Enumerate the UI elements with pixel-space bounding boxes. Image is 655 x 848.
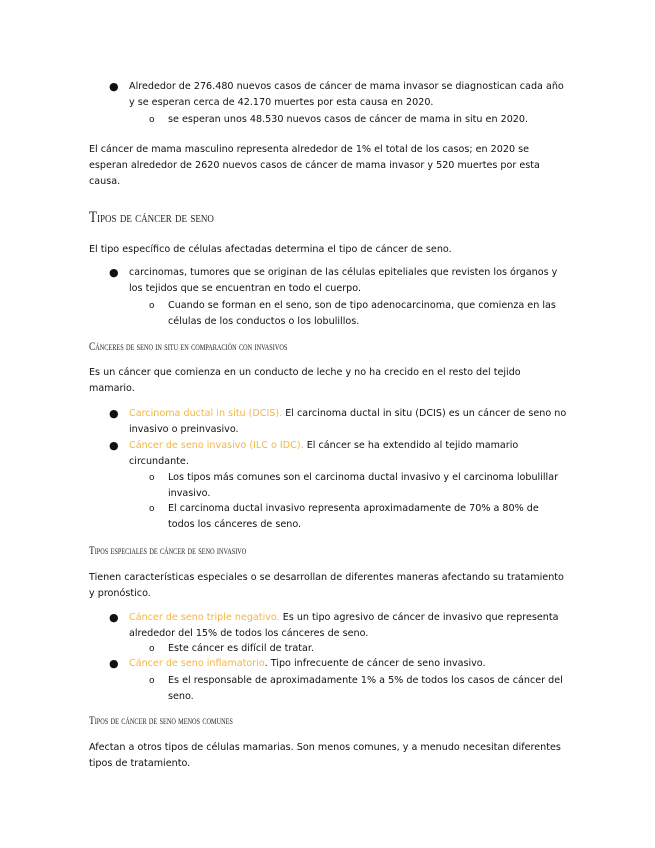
- bullet-circle: o: [149, 115, 155, 125]
- tipos-sub-text: Cuando se forman en el seno, son de tipo adenocarcinoma, que comienza en las células de los conductos o los lobulillos.: [168, 300, 556, 327]
- dcis-text: El carcinoma ductal in situ (DCIS) es un cáncer de seno no invasivo o preinvasivo.: [129, 408, 567, 435]
- subsection-heading: Tipos de cáncer de seno menos comunes: [89, 713, 233, 727]
- sub-list-item: [149, 298, 568, 330]
- inflammatory-link[interactable]: Cáncer de seno inflamatorio: [129, 658, 265, 669]
- insitu-sub1-text: Los tipos más comunes son el carcinoma ductal invasivo y el carcinoma lobulillar invasivo.: [168, 472, 559, 499]
- paragraph: Es un cáncer que comienza en un conducto de leche y no ha crecido en el resto del tejido mamario.: [89, 367, 521, 394]
- sub-list-item: [149, 673, 568, 705]
- bullet-dot: ●: [109, 407, 119, 420]
- bullet-dot: ●: [109, 611, 119, 624]
- list-item: [109, 656, 569, 672]
- list-item: [109, 438, 569, 470]
- bullet-circle: o: [149, 676, 155, 686]
- insitu-sub2-text: El carcinoma ductal invasivo representa aproximadamente de 70% a 80% de todos los cánceres de seno.: [168, 503, 539, 530]
- triple-negative-text: Es un tipo agresivo de cáncer de invasivo que representa alrededor del 15% de todos los cánceres de seno.: [129, 612, 559, 639]
- bullet-circle: o: [149, 504, 155, 514]
- list-item: [109, 406, 569, 438]
- invasive-link[interactable]: Cáncer de seno invasivo (ILC o IDC).: [129, 440, 304, 451]
- tipos-bullet-text: carcinomas, tumores que se originan de las células epiteliales que revisten los órganos y los tejidos que se encuentran en todo el cuerpo.: [129, 267, 558, 294]
- especiales-sub1-text: Este cáncer es difícil de tratar.: [168, 643, 314, 654]
- triple-negative-link[interactable]: Cáncer de seno triple negativo.: [129, 612, 280, 623]
- subsection-heading: Cánceres de seno in situ en comparación con invasivos: [89, 339, 288, 353]
- inflammatory-text: . Tipo infrecuente de cáncer de seno invasivo.: [264, 658, 486, 669]
- subsection-heading: Tipos especiales de cáncer de seno invasivo: [89, 543, 247, 557]
- bullet-dot: ●: [109, 439, 119, 452]
- paragraph: Tienen características especiales o se desarrollan de diferentes maneras afectando su tratamiento y pronóstico.: [89, 572, 564, 599]
- sub-list-item: [149, 470, 568, 502]
- paragraph: El tipo específico de células afectadas determina el tipo de cáncer de seno.: [89, 244, 452, 255]
- dcis-link[interactable]: Carcinoma ductal in situ (DCIS).: [129, 408, 283, 419]
- section-heading: Tipos de cáncer de seno: [89, 209, 214, 226]
- intro-bullet-text: Alrededor de 276.480 nuevos casos de cáncer de mama invasor se diagnostican cada año y se esperan cerca de 42.170 muertes por esta causa en 2020.: [129, 81, 564, 108]
- sub-list-item: [149, 641, 568, 657]
- list-item: [109, 79, 569, 111]
- bullet-circle: o: [149, 644, 155, 654]
- bullet-circle: o: [149, 473, 155, 483]
- list-item: [109, 265, 569, 297]
- bullet-circle: o: [149, 301, 155, 311]
- invasive-text: El cáncer se ha extendido al tejido mamario circundante.: [129, 440, 519, 467]
- paragraph: Afectan a otros tipos de células mamarias. Son menos comunes, y a menudo necesitan diferentes tipos de tratamiento.: [89, 742, 561, 769]
- intro-sub-text: se esperan unos 48.530 nuevos casos de cáncer de mama in situ en 2020.: [168, 114, 529, 125]
- bullet-dot: ●: [109, 80, 119, 93]
- paragraph: El cáncer de mama masculino representa alrededor de 1% el total de los casos; en 2020 se esperan alrededor de 2620 nuevos casos de cáncer de mama invasor y 520 muertes por esta causa.: [89, 144, 540, 187]
- sub-list-item: [149, 501, 568, 533]
- sub-list-item: [149, 112, 568, 128]
- especiales-sub2-text: Es el responsable de aproximadamente 1% a 5% de todos los casos de cáncer del seno.: [168, 675, 563, 702]
- bullet-dot: ●: [109, 657, 119, 670]
- bullet-dot: ●: [109, 266, 119, 279]
- list-item: [109, 610, 569, 642]
